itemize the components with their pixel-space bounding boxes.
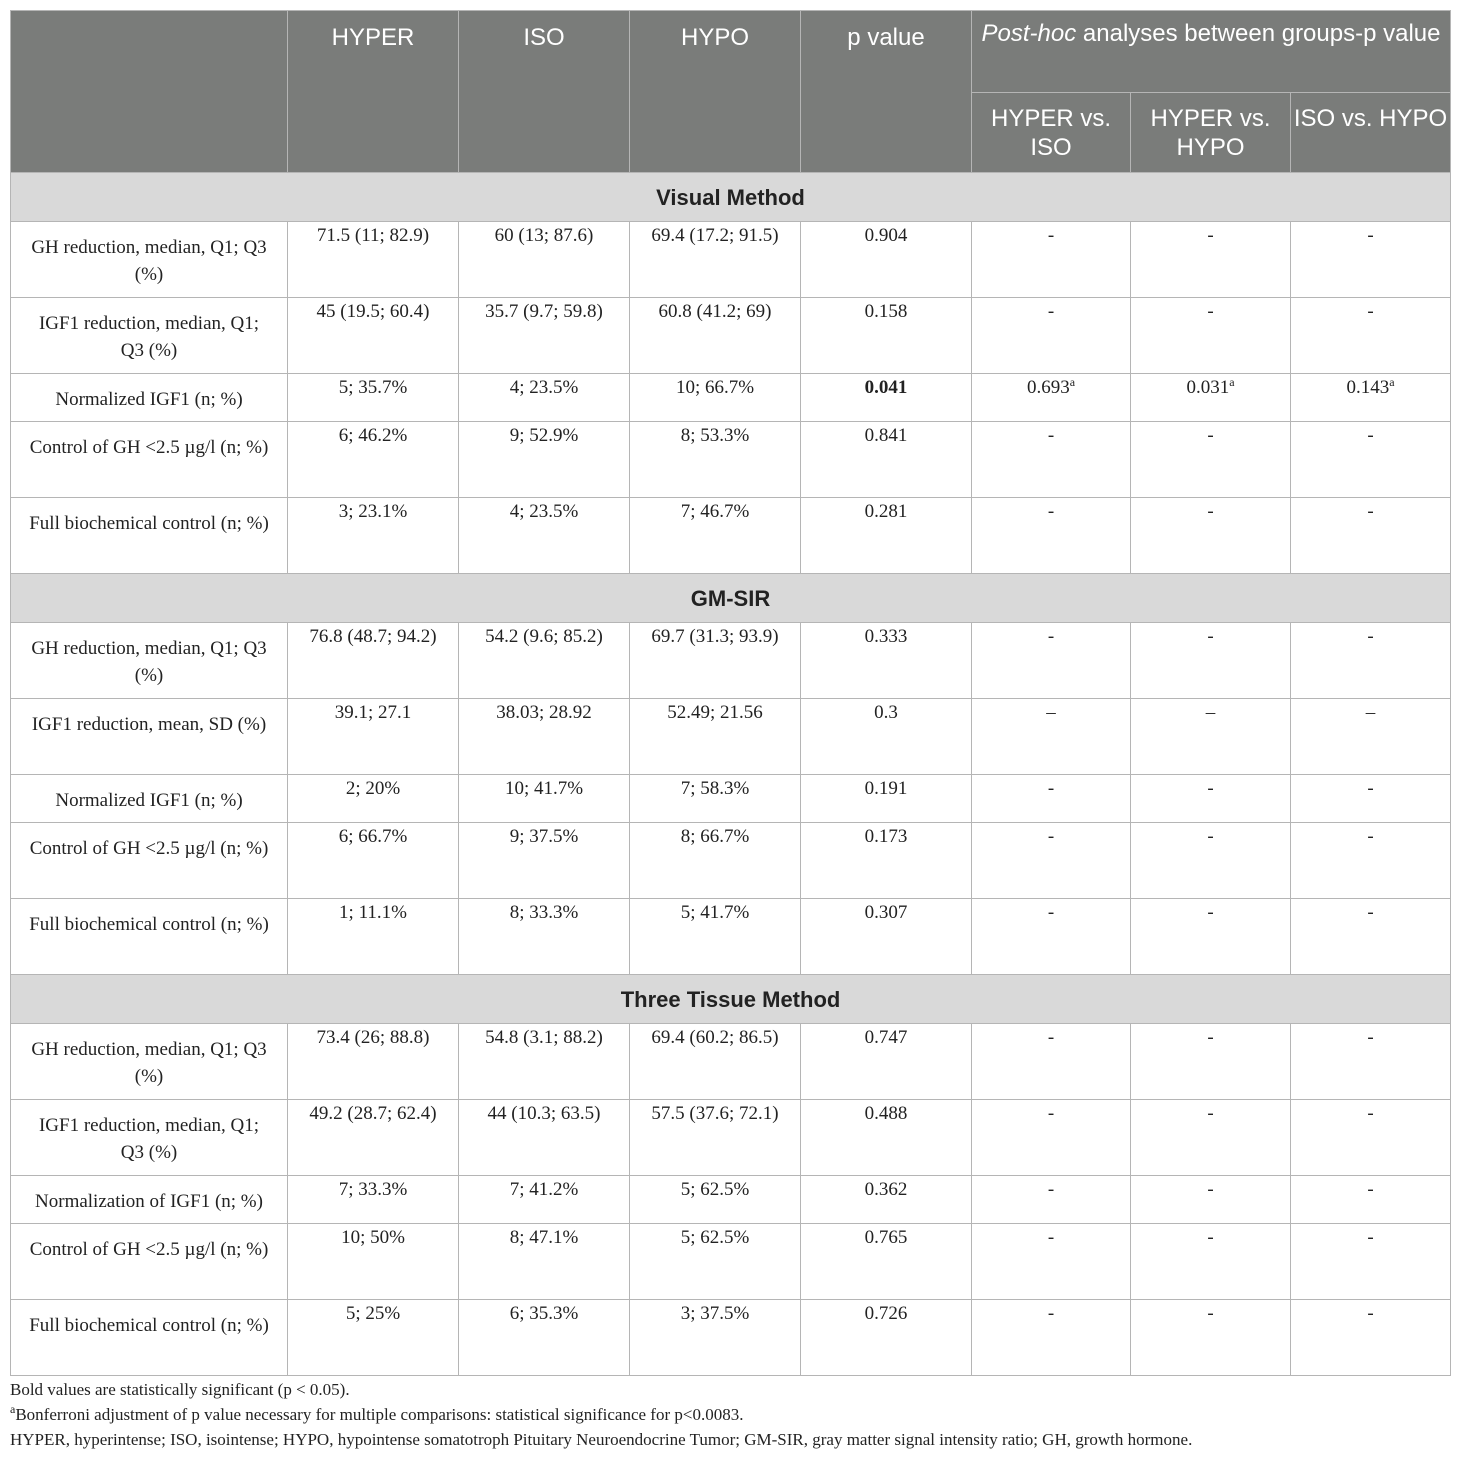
hyper-value-cell bbox=[288, 222, 459, 298]
table-row bbox=[11, 1100, 1451, 1176]
iso-value-cell bbox=[459, 899, 630, 975]
table-row bbox=[11, 422, 1451, 498]
iso-value-text: 60 (13; 87.6) bbox=[494, 225, 594, 246]
hypo-value-cell bbox=[630, 1224, 801, 1300]
hypo-value-text: 8; 66.7% bbox=[680, 826, 750, 847]
p-value-text: 0.3 bbox=[874, 702, 898, 723]
col-header-p-value: p value bbox=[801, 11, 972, 173]
row-label-cell bbox=[11, 1024, 288, 1100]
hyper-vs-iso-text: - bbox=[1047, 626, 1055, 647]
row-label-text: Normalized IGF1 (n; %) bbox=[55, 389, 243, 410]
iso-value-text: 54.8 (3.1; 88.2) bbox=[485, 1027, 603, 1048]
hyper-vs-hypo-text: - bbox=[1207, 225, 1214, 246]
hyper-vs-hypo-cell bbox=[1131, 699, 1291, 775]
hyper-value-cell bbox=[288, 823, 459, 899]
hyper-value-cell bbox=[288, 374, 459, 422]
table-row bbox=[11, 1176, 1451, 1224]
p-value-cell bbox=[801, 1224, 972, 1300]
hyper-vs-iso-text: - bbox=[1047, 1179, 1055, 1200]
hyper-value-text: 6; 66.7% bbox=[338, 826, 408, 847]
table-body bbox=[11, 173, 1451, 1376]
iso-value-text: 35.7 (9.7; 59.8) bbox=[485, 301, 603, 322]
hyper-value-text: 2; 20% bbox=[345, 778, 401, 799]
hypo-value-cell bbox=[630, 222, 801, 298]
hyper-vs-iso-cell bbox=[972, 1024, 1131, 1100]
row-label-text: GH reduction, median, Q1; Q3 (%) bbox=[31, 638, 267, 686]
hypo-value-cell bbox=[630, 775, 801, 823]
hyper-value-cell bbox=[288, 1176, 459, 1224]
hyper-vs-iso-cell bbox=[972, 1224, 1131, 1300]
hypo-value-text: 69.4 (17.2; 91.5) bbox=[651, 225, 779, 246]
hyper-value-text: 45 (19.5; 60.4) bbox=[316, 301, 430, 322]
hyper-value-text: 1; 11.1% bbox=[339, 902, 407, 923]
row-label-cell bbox=[11, 899, 288, 975]
p-value-cell bbox=[801, 699, 972, 775]
footnote-marker-a: a bbox=[10, 1402, 16, 1416]
p-value-text: 0.041 bbox=[864, 377, 908, 398]
hyper-vs-iso-text: - bbox=[1047, 902, 1055, 923]
hyper-vs-hypo-text: - bbox=[1207, 902, 1214, 923]
iso-vs-hypo-text: - bbox=[1367, 1227, 1374, 1248]
p-value-cell bbox=[801, 498, 972, 574]
iso-vs-hypo-cell bbox=[1291, 1024, 1451, 1100]
iso-vs-hypo-text: – bbox=[1365, 702, 1376, 723]
hyper-vs-iso-text: - bbox=[1047, 1303, 1055, 1324]
hyper-vs-hypo-text: - bbox=[1207, 1227, 1214, 1248]
section-title: Visual Method bbox=[11, 173, 1451, 222]
p-value-cell bbox=[801, 1176, 972, 1224]
p-value-text: 0.158 bbox=[864, 301, 908, 322]
p-value-text: 0.281 bbox=[864, 501, 908, 522]
iso-value-text: 6; 35.3% bbox=[509, 1303, 579, 1324]
hyper-vs-hypo-text: - bbox=[1207, 1179, 1214, 1200]
hyper-value-text: 76.8 (48.7; 94.2) bbox=[309, 626, 437, 647]
hyper-value-cell bbox=[288, 298, 459, 374]
hyper-value-cell bbox=[288, 899, 459, 975]
hyper-value-text: 7; 33.3% bbox=[338, 1179, 408, 1200]
bonferroni-superscript: a bbox=[1069, 375, 1076, 389]
p-value-cell bbox=[801, 298, 972, 374]
hyper-vs-iso-text: 0.693 bbox=[1026, 377, 1070, 398]
hypo-value-cell bbox=[630, 1024, 801, 1100]
row-label-cell bbox=[11, 222, 288, 298]
hyper-value-text: 39.1; 27.1 bbox=[334, 702, 412, 723]
hyper-vs-iso-cell bbox=[972, 699, 1131, 775]
hypo-value-text: 3; 37.5% bbox=[680, 1303, 750, 1324]
iso-vs-hypo-cell bbox=[1291, 298, 1451, 374]
p-value-cell bbox=[801, 775, 972, 823]
hyper-vs-iso-text: - bbox=[1047, 501, 1055, 522]
row-label-cell bbox=[11, 298, 288, 374]
iso-vs-hypo-cell bbox=[1291, 422, 1451, 498]
hyper-vs-hypo-cell bbox=[1131, 498, 1291, 574]
p-value-text: 0.333 bbox=[864, 626, 908, 647]
hyper-value-text: 73.4 (26; 88.8) bbox=[316, 1027, 430, 1048]
p-value-cell bbox=[801, 222, 972, 298]
col-header-hypo: HYPO bbox=[630, 11, 801, 173]
row-label-text: Full biochemical control (n; %) bbox=[29, 914, 269, 935]
hypo-value-cell bbox=[630, 298, 801, 374]
iso-vs-hypo-cell bbox=[1291, 899, 1451, 975]
hyper-vs-hypo-cell bbox=[1131, 1300, 1291, 1376]
row-label-cell bbox=[11, 1176, 288, 1224]
p-value-cell bbox=[801, 374, 972, 422]
p-value-text: 0.307 bbox=[864, 902, 908, 923]
table-row bbox=[11, 498, 1451, 574]
hypo-value-cell bbox=[630, 899, 801, 975]
hypo-value-cell bbox=[630, 1300, 801, 1376]
iso-vs-hypo-text: - bbox=[1367, 1179, 1374, 1200]
hyper-vs-iso-text: – bbox=[1046, 702, 1056, 723]
hyper-vs-hypo-text: - bbox=[1207, 301, 1214, 322]
iso-value-text: 8; 47.1% bbox=[509, 1227, 579, 1248]
iso-value-cell bbox=[459, 222, 630, 298]
footnote-bonferroni bbox=[10, 1402, 1450, 1427]
iso-value-text: 54.2 (9.6; 85.2) bbox=[485, 626, 603, 647]
iso-vs-hypo-text: - bbox=[1367, 425, 1374, 446]
hyper-vs-iso-cell bbox=[972, 498, 1131, 574]
iso-vs-hypo-text: - bbox=[1367, 778, 1374, 799]
footnote-abbreviations: HYPER, hyperintense; ISO, isointense; HYPO, hypointense somatotroph Pituitary Neuroendocrine Tumor; GM-SIR, gray matter signal intensity ratio; GH, growth hormone. bbox=[10, 1430, 1193, 1449]
iso-vs-hypo-text: 0.143 bbox=[1346, 377, 1390, 398]
hyper-vs-hypo-cell bbox=[1131, 1100, 1291, 1176]
hyper-vs-hypo-text: - bbox=[1207, 1027, 1214, 1048]
hypo-value-text: 60.8 (41.2; 69) bbox=[658, 301, 772, 322]
p-value-text: 0.904 bbox=[864, 225, 908, 246]
iso-vs-hypo-text: - bbox=[1367, 301, 1374, 322]
hyper-vs-hypo-text: 0.031 bbox=[1186, 377, 1230, 398]
iso-value-text: 8; 33.3% bbox=[509, 902, 579, 923]
hyper-vs-iso-cell bbox=[972, 1300, 1131, 1376]
table-row bbox=[11, 1300, 1451, 1376]
header-blank-cell bbox=[11, 11, 288, 173]
row-label-text: IGF1 reduction, median, Q1; Q3 (%) bbox=[38, 313, 260, 361]
hyper-vs-hypo-text: - bbox=[1207, 826, 1214, 847]
iso-value-cell bbox=[459, 298, 630, 374]
table-row bbox=[11, 823, 1451, 899]
p-value-cell bbox=[801, 1024, 972, 1100]
hyper-vs-hypo-cell bbox=[1131, 823, 1291, 899]
hypo-value-text: 10; 66.7% bbox=[675, 377, 755, 398]
iso-value-cell bbox=[459, 422, 630, 498]
row-label-text: IGF1 reduction, mean, SD (%) bbox=[31, 714, 267, 735]
iso-vs-hypo-cell bbox=[1291, 823, 1451, 899]
row-label-cell bbox=[11, 775, 288, 823]
hyper-vs-hypo-text: - bbox=[1207, 1103, 1214, 1124]
col-header-iso: ISO bbox=[459, 11, 630, 173]
hypo-value-cell bbox=[630, 374, 801, 422]
hyper-vs-hypo-cell bbox=[1131, 374, 1291, 422]
iso-vs-hypo-text: - bbox=[1367, 826, 1374, 847]
iso-value-cell bbox=[459, 374, 630, 422]
hyper-vs-hypo-text: - bbox=[1207, 425, 1214, 446]
hyper-value-cell bbox=[288, 422, 459, 498]
iso-value-text: 9; 52.9% bbox=[509, 425, 579, 446]
p-value-text: 0.488 bbox=[864, 1103, 908, 1124]
footnote-bonferroni-text: Bonferroni adjustment of p value necessary for multiple comparisons: statistical significance for p<0.0083. bbox=[15, 1405, 744, 1424]
hypo-value-cell bbox=[630, 422, 801, 498]
iso-value-cell bbox=[459, 623, 630, 699]
iso-vs-hypo-text: - bbox=[1367, 1303, 1374, 1324]
results-table bbox=[10, 10, 1451, 1376]
posthoc-italic-label: Post-hoc bbox=[981, 20, 1077, 47]
p-value-text: 0.191 bbox=[864, 778, 908, 799]
iso-vs-hypo-cell bbox=[1291, 699, 1451, 775]
hyper-vs-iso-text: - bbox=[1047, 1027, 1055, 1048]
table-row bbox=[11, 899, 1451, 975]
row-label-cell bbox=[11, 1100, 288, 1176]
iso-value-cell bbox=[459, 1100, 630, 1176]
hyper-vs-hypo-text: - bbox=[1207, 1303, 1214, 1324]
hyper-vs-hypo-text: - bbox=[1207, 501, 1214, 522]
iso-vs-hypo-cell bbox=[1291, 623, 1451, 699]
hyper-vs-hypo-cell bbox=[1131, 298, 1291, 374]
hyper-vs-hypo-cell bbox=[1131, 222, 1291, 298]
hyper-vs-iso-text: - bbox=[1047, 225, 1055, 246]
hypo-value-cell bbox=[630, 623, 801, 699]
table-footnotes bbox=[10, 1377, 1450, 1452]
p-value-text: 0.841 bbox=[864, 425, 908, 446]
col-header-iso-vs-hypo: ISO vs. HYPO bbox=[1291, 93, 1451, 173]
table-row bbox=[11, 699, 1451, 775]
iso-value-text: 4; 23.5% bbox=[509, 501, 579, 522]
hyper-vs-iso-cell bbox=[972, 374, 1131, 422]
hypo-value-cell bbox=[630, 1100, 801, 1176]
iso-value-cell bbox=[459, 1300, 630, 1376]
hyper-vs-iso-cell bbox=[972, 623, 1131, 699]
hyper-vs-iso-cell bbox=[972, 1100, 1131, 1176]
bonferroni-superscript: a bbox=[1229, 375, 1235, 389]
hyper-vs-hypo-cell bbox=[1131, 422, 1291, 498]
bonferroni-superscript: a bbox=[1389, 375, 1395, 389]
iso-vs-hypo-text: - bbox=[1367, 1027, 1374, 1048]
row-label-text: Control of GH <2.5 µg/l (n; %) bbox=[29, 838, 269, 859]
hyper-value-cell bbox=[288, 1224, 459, 1300]
row-label-cell bbox=[11, 422, 288, 498]
row-label-cell bbox=[11, 374, 288, 422]
hyper-value-cell bbox=[288, 1100, 459, 1176]
hyper-vs-hypo-cell bbox=[1131, 775, 1291, 823]
table-row bbox=[11, 623, 1451, 699]
hypo-value-text: 52.49; 21.56 bbox=[667, 702, 763, 723]
hyper-value-text: 49.2 (28.7; 62.4) bbox=[309, 1103, 437, 1124]
iso-value-text: 9; 37.5% bbox=[509, 826, 579, 847]
hypo-value-text: 7; 58.3% bbox=[680, 778, 750, 799]
p-value-cell bbox=[801, 823, 972, 899]
col-header-posthoc bbox=[972, 11, 1451, 93]
hypo-value-cell bbox=[630, 699, 801, 775]
hyper-vs-hypo-text: – bbox=[1205, 702, 1216, 723]
hyper-vs-iso-cell bbox=[972, 1176, 1131, 1224]
p-value-cell bbox=[801, 1300, 972, 1376]
hyper-vs-iso-cell bbox=[972, 222, 1131, 298]
hyper-vs-iso-text: - bbox=[1047, 1103, 1055, 1124]
iso-vs-hypo-text: - bbox=[1367, 626, 1374, 647]
p-value-cell bbox=[801, 422, 972, 498]
row-label-text: Full biochemical control (n; %) bbox=[29, 513, 269, 534]
p-value-cell bbox=[801, 1100, 972, 1176]
iso-vs-hypo-text: - bbox=[1367, 902, 1374, 923]
hyper-value-cell bbox=[288, 498, 459, 574]
hypo-value-text: 5; 41.7% bbox=[680, 902, 750, 923]
table-row bbox=[11, 775, 1451, 823]
table-row bbox=[11, 374, 1451, 422]
hyper-vs-hypo-cell bbox=[1131, 899, 1291, 975]
hypo-value-text: 57.5 (37.6; 72.1) bbox=[651, 1103, 779, 1124]
hyper-vs-hypo-cell bbox=[1131, 1224, 1291, 1300]
col-header-hyper-vs-hypo: HYPER vs. HYPO bbox=[1131, 93, 1291, 173]
iso-value-text: 4; 23.5% bbox=[509, 377, 579, 398]
iso-value-cell bbox=[459, 1024, 630, 1100]
iso-vs-hypo-cell bbox=[1291, 1100, 1451, 1176]
iso-value-text: 10; 41.7% bbox=[504, 778, 584, 799]
hyper-value-cell bbox=[288, 699, 459, 775]
hyper-value-text: 5; 25% bbox=[345, 1303, 401, 1324]
table-row bbox=[11, 1024, 1451, 1100]
row-label-cell bbox=[11, 498, 288, 574]
hyper-value-cell bbox=[288, 1300, 459, 1376]
hypo-value-text: 7; 46.7% bbox=[680, 501, 750, 522]
p-value-text: 0.765 bbox=[864, 1227, 908, 1248]
p-value-text: 0.362 bbox=[864, 1179, 908, 1200]
iso-vs-hypo-cell bbox=[1291, 1224, 1451, 1300]
table-row bbox=[11, 1224, 1451, 1300]
hypo-value-text: 5; 62.5% bbox=[680, 1179, 750, 1200]
hyper-vs-iso-cell bbox=[972, 823, 1131, 899]
footnote-bold-values: Bold values are statistically significant (p < 0.05). bbox=[10, 1380, 350, 1399]
hyper-vs-iso-cell bbox=[972, 422, 1131, 498]
iso-value-cell bbox=[459, 1176, 630, 1224]
hyper-value-text: 6; 46.2% bbox=[338, 425, 408, 446]
row-label-text: GH reduction, median, Q1; Q3 (%) bbox=[31, 1039, 267, 1087]
hyper-vs-hypo-text: - bbox=[1207, 626, 1214, 647]
row-label-text: Normalization of IGF1 (n; %) bbox=[35, 1191, 263, 1212]
section-row bbox=[11, 975, 1451, 1024]
hyper-value-text: 71.5 (11; 82.9) bbox=[316, 225, 430, 246]
row-label-text: Control of GH <2.5 µg/l (n; %) bbox=[29, 437, 269, 458]
section-row bbox=[11, 173, 1451, 222]
hypo-value-cell bbox=[630, 1176, 801, 1224]
iso-value-cell bbox=[459, 498, 630, 574]
hyper-vs-hypo-cell bbox=[1131, 623, 1291, 699]
hyper-vs-iso-text: - bbox=[1047, 826, 1055, 847]
col-header-hyper: HYPER bbox=[288, 11, 459, 173]
hypo-value-cell bbox=[630, 823, 801, 899]
row-label-cell bbox=[11, 823, 288, 899]
p-value-cell bbox=[801, 899, 972, 975]
row-label-text: IGF1 reduction, median, Q1; Q3 (%) bbox=[38, 1115, 260, 1163]
p-value-text: 0.173 bbox=[864, 826, 908, 847]
posthoc-label-rest: analyses between groups-p value bbox=[1076, 20, 1441, 47]
hyper-value-text: 3; 23.1% bbox=[338, 501, 408, 522]
hypo-value-text: 5; 62.5% bbox=[680, 1227, 750, 1248]
hyper-vs-iso-text: - bbox=[1047, 425, 1055, 446]
row-label-text: Full biochemical control (n; %) bbox=[29, 1315, 269, 1336]
iso-vs-hypo-text: - bbox=[1367, 225, 1374, 246]
col-header-hyper-vs-iso: HYPER vs. ISO bbox=[972, 93, 1131, 173]
hyper-value-text: 5; 35.7% bbox=[338, 377, 408, 398]
iso-value-text: 38.03; 28.92 bbox=[496, 702, 592, 723]
iso-vs-hypo-cell bbox=[1291, 374, 1451, 422]
table-header bbox=[11, 11, 1451, 173]
hypo-value-cell bbox=[630, 498, 801, 574]
hypo-value-text: 69.4 (60.2; 86.5) bbox=[651, 1027, 779, 1048]
hyper-vs-hypo-text: - bbox=[1207, 778, 1214, 799]
iso-vs-hypo-text: - bbox=[1367, 501, 1374, 522]
hypo-value-text: 8; 53.3% bbox=[680, 425, 750, 446]
row-label-text: Control of GH <2.5 µg/l (n; %) bbox=[29, 1239, 269, 1260]
table-row bbox=[11, 222, 1451, 298]
row-label-cell bbox=[11, 699, 288, 775]
hyper-vs-hypo-cell bbox=[1131, 1176, 1291, 1224]
hyper-value-cell bbox=[288, 623, 459, 699]
row-label-cell bbox=[11, 1300, 288, 1376]
section-title: Three Tissue Method bbox=[11, 975, 1451, 1024]
iso-value-cell bbox=[459, 1224, 630, 1300]
iso-value-cell bbox=[459, 775, 630, 823]
iso-vs-hypo-cell bbox=[1291, 222, 1451, 298]
row-label-cell bbox=[11, 1224, 288, 1300]
hyper-vs-iso-text: - bbox=[1047, 1227, 1055, 1248]
iso-vs-hypo-cell bbox=[1291, 775, 1451, 823]
hyper-vs-iso-cell bbox=[972, 298, 1131, 374]
iso-value-text: 44 (10.3; 63.5) bbox=[487, 1103, 601, 1124]
hyper-vs-iso-text: - bbox=[1047, 301, 1055, 322]
row-label-text: Normalized IGF1 (n; %) bbox=[55, 790, 243, 811]
iso-value-text: 7; 41.2% bbox=[509, 1179, 579, 1200]
hyper-vs-iso-cell bbox=[972, 775, 1131, 823]
hyper-value-cell bbox=[288, 1024, 459, 1100]
iso-vs-hypo-cell bbox=[1291, 498, 1451, 574]
table-row bbox=[11, 298, 1451, 374]
iso-value-cell bbox=[459, 823, 630, 899]
hypo-value-text: 69.7 (31.3; 93.9) bbox=[651, 626, 779, 647]
hyper-vs-iso-cell bbox=[972, 899, 1131, 975]
iso-vs-hypo-cell bbox=[1291, 1300, 1451, 1376]
hyper-vs-iso-text: - bbox=[1047, 778, 1055, 799]
hyper-vs-hypo-cell bbox=[1131, 1024, 1291, 1100]
row-label-cell bbox=[11, 623, 288, 699]
hyper-value-cell bbox=[288, 775, 459, 823]
iso-vs-hypo-cell bbox=[1291, 1176, 1451, 1224]
iso-value-cell bbox=[459, 699, 630, 775]
section-title: GM-SIR bbox=[11, 574, 1451, 623]
iso-vs-hypo-text: - bbox=[1367, 1103, 1374, 1124]
p-value-cell bbox=[801, 623, 972, 699]
p-value-text: 0.726 bbox=[864, 1303, 908, 1324]
p-value-text: 0.747 bbox=[864, 1027, 908, 1048]
row-label-text: GH reduction, median, Q1; Q3 (%) bbox=[31, 237, 267, 285]
hyper-value-text: 10; 50% bbox=[341, 1227, 405, 1248]
section-row bbox=[11, 574, 1451, 623]
